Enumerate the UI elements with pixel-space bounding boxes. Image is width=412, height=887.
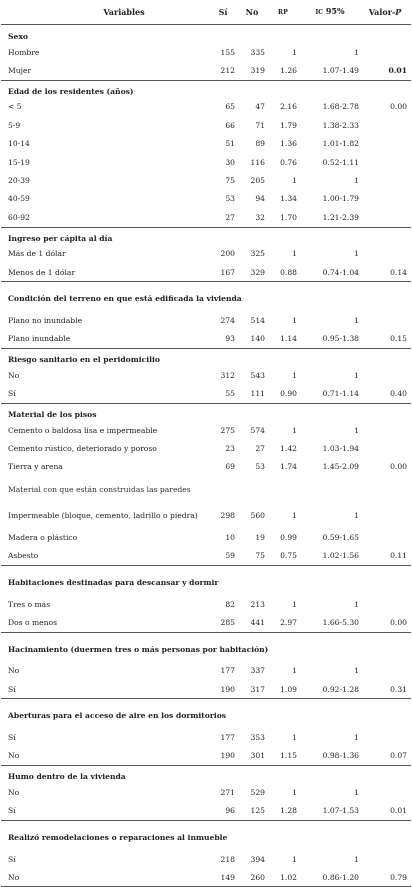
cell-ic: 0.86-1.20 (322, 872, 359, 882)
table-row (1, 43, 411, 61)
cell-si: 59 (225, 551, 235, 561)
cell-si: 30 (225, 157, 235, 167)
header-rp: RP (277, 8, 289, 16)
cell-rp: 1 (292, 176, 297, 186)
row-label: 10-14 (8, 139, 30, 149)
cell-no: 301 (250, 751, 265, 761)
cell-si: 167 (220, 267, 235, 277)
row-label: Sí (8, 684, 16, 694)
section-title: Hacinamiento (duermen tres o más personas por habitación) (8, 644, 269, 654)
row-label: Plano no inundable (8, 315, 83, 325)
table-body (1, 25, 411, 887)
cell-si: 190 (220, 684, 235, 694)
cell-si: 275 (220, 425, 235, 435)
cell-si: 23 (225, 443, 235, 453)
cell-si: 10 (225, 532, 235, 542)
table-row (1, 263, 411, 281)
row-label: Menos de 1 dólar (8, 267, 76, 277)
table-row (1, 330, 411, 348)
cell-no: 335 (250, 47, 265, 57)
table-row (1, 528, 411, 546)
table-row (1, 662, 411, 680)
section-header (1, 281, 411, 311)
table-row (1, 595, 411, 613)
cell-no: 560 (250, 510, 265, 520)
row-label: 15-19 (8, 157, 30, 167)
table-row (1, 245, 411, 263)
cell-ic: 1.45-2.09 (322, 462, 359, 472)
cell-ic: 1 (354, 176, 359, 186)
section-header (1, 632, 411, 662)
row-label: Plano inundable (8, 334, 71, 344)
table-row (1, 502, 411, 528)
cell-si: 149 (220, 872, 235, 882)
cell-ic: 1.03-1.94 (322, 443, 359, 453)
row-label: Mujer (8, 66, 32, 76)
cell-no: 27 (255, 443, 265, 453)
cell-no: 529 (250, 787, 265, 797)
table-row (1, 153, 411, 171)
section-header (1, 25, 411, 43)
cell-rp: 1.09 (280, 684, 297, 694)
cell-si: 75 (225, 176, 235, 186)
cell-no: 47 (255, 102, 265, 112)
cell-no: 514 (250, 315, 265, 325)
cell-rp: 1.14 (280, 334, 297, 344)
section-header (1, 765, 411, 783)
cell-ic: 0.71-1.14 (322, 389, 359, 399)
table-row (1, 171, 411, 189)
row-label: Sí (8, 389, 16, 399)
cell-no: 574 (250, 425, 265, 435)
cell-ic: 1 (354, 47, 359, 57)
section-header (1, 80, 411, 98)
cell-ic: 1.01-1.82 (322, 139, 359, 149)
cell-rp: 1 (292, 249, 297, 259)
row-label: Madera o plástico (8, 532, 78, 542)
section-title: Habitaciones destinadas para descansar y dormir (8, 577, 219, 587)
cell-si: 66 (225, 120, 235, 130)
table-row (1, 680, 411, 698)
header-variables: Variables (103, 6, 145, 17)
row-label: Impermeable (bloque, cemento, ladrillo o piedra) (8, 510, 198, 520)
row-label: < 5 (8, 102, 22, 112)
cell-pvalue: 0.40 (390, 389, 407, 399)
cell-rp: 1.74 (280, 462, 297, 472)
section-title: Ingreso per cápita al día (8, 233, 113, 243)
cell-si: 51 (225, 139, 235, 149)
cell-rp: 1.42 (280, 443, 297, 453)
cell-ic: 1.02-1.56 (322, 551, 359, 561)
cell-pvalue: 0.01 (388, 66, 407, 76)
section-title: Realizó remodelaciones o reparaciones al inmueble (8, 832, 228, 842)
cell-no: 32 (255, 212, 265, 222)
row-label: Cemento o baldosa lisa e impermeable (8, 425, 158, 435)
cell-si: 190 (220, 751, 235, 761)
cell-ic: 1.21-2.39 (322, 212, 359, 222)
cell-rp: 1 (292, 47, 297, 57)
cell-pvalue: 0.00 (390, 617, 407, 627)
cell-si: 177 (220, 666, 235, 676)
cell-no: 75 (255, 551, 265, 561)
table-row (1, 783, 411, 801)
header-ic-prefix: IC (315, 9, 324, 16)
section-header (1, 227, 411, 245)
cell-rp: 1 (292, 370, 297, 380)
table-row (1, 98, 411, 116)
cell-si: 155 (220, 47, 235, 57)
section-title: Sexo (8, 31, 28, 41)
section-header (1, 348, 411, 366)
row-label: Más de 1 dólar (8, 249, 66, 259)
data-table (1, 0, 411, 887)
cell-rp: 1.34 (280, 194, 297, 204)
cell-ic: 1 (354, 510, 359, 520)
cell-no: 94 (255, 194, 265, 204)
cell-pvalue: 0.01 (390, 806, 407, 816)
row-label: Sí (8, 806, 16, 816)
cell-rp: 2.16 (280, 102, 297, 112)
cell-ic: 0.74-1.04 (322, 267, 359, 277)
header-no: No (245, 6, 259, 17)
cell-no: 260 (250, 872, 265, 882)
cell-si: 298 (220, 510, 235, 520)
cell-ic: 0.95-1.38 (322, 334, 359, 344)
cell-ic: 1 (354, 787, 359, 797)
section-title: Humo dentro de la vivienda (8, 772, 126, 782)
cell-rp: 1 (292, 854, 297, 864)
cell-rp: 0.90 (280, 389, 297, 399)
header-pvalue (361, 8, 411, 17)
cell-pvalue: 0.11 (390, 551, 407, 561)
section-title: Condición del terreno en que está edificada la vivienda (8, 294, 242, 304)
section-header (1, 403, 411, 421)
row-label: No (8, 666, 20, 676)
cell-rp: 1 (292, 787, 297, 797)
cell-ic: 1 (354, 425, 359, 435)
cell-ic: 1.38-2.33 (322, 120, 359, 130)
cell-ic: 1.68-2.78 (322, 102, 359, 112)
cell-pvalue: 0.07 (390, 751, 407, 761)
cell-ic: 0.59-1.65 (322, 532, 359, 542)
cell-no: 325 (250, 249, 265, 259)
row-label: 40-59 (8, 194, 30, 204)
row-label: 20-39 (8, 176, 30, 186)
cell-no: 140 (250, 334, 265, 344)
cell-no: 319 (250, 66, 265, 76)
cell-ic: 1 (354, 854, 359, 864)
cell-rp: 1.26 (280, 66, 297, 76)
cell-si: 200 (220, 249, 235, 259)
cell-ic: 1.66-5.30 (322, 617, 359, 627)
row-label: Sí (8, 854, 16, 864)
cell-rp: 0.76 (280, 157, 297, 167)
cell-rp: 0.99 (280, 532, 297, 542)
cell-no: 213 (250, 599, 265, 609)
row-label: Dos o menos (8, 617, 58, 627)
cell-no: 125 (250, 806, 265, 816)
cell-si: 82 (225, 599, 235, 609)
section-header (1, 820, 411, 850)
cell-pvalue: 0.00 (390, 462, 407, 472)
section-title: Aberturas para el acceso de aire en los dormitorios (8, 711, 227, 721)
cell-si: 96 (225, 806, 235, 816)
cell-ic: 0.98-1.36 (322, 751, 359, 761)
header-p-italic: P (395, 6, 402, 17)
row-label: No (8, 370, 20, 380)
cell-si: 55 (225, 389, 235, 399)
cell-si: 312 (220, 370, 235, 380)
row-label: No (8, 787, 20, 797)
cell-rp: 1.28 (280, 806, 297, 816)
cell-no: 329 (250, 267, 265, 277)
section-header (1, 698, 411, 728)
cell-ic: 1 (354, 666, 359, 676)
cell-ic: 1.00-1.79 (322, 194, 359, 204)
cell-si: 69 (225, 462, 235, 472)
cell-ic: 1 (354, 733, 359, 743)
row-label: Tierra y arena (8, 462, 63, 472)
table-row (1, 116, 411, 134)
section-title: Material de los pisos (8, 409, 97, 419)
cell-si: 93 (225, 334, 235, 344)
section-title: Edad de los residentes (años) (8, 86, 134, 96)
table-row (1, 421, 411, 439)
table-row (1, 458, 411, 476)
cell-rp: 1 (292, 666, 297, 676)
cell-pvalue: 0.31 (390, 684, 407, 694)
cell-ic: 1.07-1.49 (322, 66, 359, 76)
cell-rp: 1 (292, 599, 297, 609)
cell-si: 53 (225, 194, 235, 204)
row-label: No (8, 872, 20, 882)
table-row (1, 802, 411, 820)
cell-si: 27 (225, 212, 235, 222)
row-label: 5-9 (8, 120, 21, 130)
table-row (1, 728, 411, 746)
cell-no: 543 (250, 370, 265, 380)
subheader-row (1, 476, 411, 502)
cell-no: 205 (250, 176, 265, 186)
cell-no: 111 (250, 389, 265, 399)
cell-ic: 1 (354, 599, 359, 609)
cell-rp: 1.02 (280, 872, 297, 882)
table-row (1, 546, 411, 564)
cell-ic: 0.52-1.11 (322, 157, 359, 167)
cell-rp: 1.36 (280, 139, 297, 149)
cell-rp: 1 (292, 733, 297, 743)
row-label: Hombre (8, 47, 40, 57)
row-label: No (8, 751, 20, 761)
cell-ic: 1 (354, 370, 359, 380)
table-row (1, 747, 411, 765)
table-row (1, 311, 411, 329)
cell-si: 285 (220, 617, 235, 627)
table-row (1, 208, 411, 226)
cell-no: 53 (255, 462, 265, 472)
table-header (1, 0, 411, 25)
cell-no: 89 (255, 139, 265, 149)
cell-rp: 1.70 (280, 212, 297, 222)
cell-pvalue: 0.00 (390, 102, 407, 112)
cell-rp: 2.97 (280, 617, 297, 627)
cell-rp: 0.75 (280, 551, 297, 561)
table-row (1, 190, 411, 208)
cell-no: 116 (250, 157, 265, 167)
cell-si: 177 (220, 733, 235, 743)
row-label: Material con que están construidas las paredes (8, 484, 191, 494)
table-row (1, 384, 411, 402)
cell-rp: 1 (292, 510, 297, 520)
cell-rp: 1 (292, 315, 297, 325)
table-row (1, 868, 411, 886)
header-p-prefix: Valor- (368, 6, 396, 17)
cell-no: 19 (255, 532, 265, 542)
cell-ic: 0.92-1.28 (322, 684, 359, 694)
row-label: Tres o más (8, 599, 51, 609)
table-row (1, 613, 411, 631)
cell-si: 65 (225, 102, 235, 112)
cell-rp: 1.79 (280, 120, 297, 130)
table-row (1, 366, 411, 384)
row-label: Cemento rústico, deteriorado y poroso (8, 443, 157, 453)
cell-no: 394 (250, 854, 265, 864)
table-row (1, 850, 411, 868)
cell-no: 317 (250, 684, 265, 694)
cell-ic: 1 (354, 249, 359, 259)
cell-rp: 0.88 (280, 267, 297, 277)
table-row (1, 61, 411, 79)
cell-no: 353 (250, 733, 265, 743)
row-label: 60-92 (8, 212, 30, 222)
section-header (1, 565, 411, 595)
cell-pvalue: 0.15 (390, 334, 407, 344)
table-row (1, 439, 411, 457)
header-ic (299, 7, 361, 17)
cell-rp: 1.15 (280, 751, 297, 761)
cell-ic: 1 (354, 315, 359, 325)
cell-si: 212 (220, 66, 235, 76)
cell-ic: 1.07-1.53 (322, 806, 359, 816)
cell-pvalue: 0.79 (390, 872, 407, 882)
cell-pvalue: 0.14 (390, 267, 407, 277)
cell-si: 271 (220, 787, 235, 797)
section-title: Riesgo sanitario en el peridomicilio (8, 355, 160, 365)
row-label: Sí (8, 733, 16, 743)
cell-si: 274 (220, 315, 235, 325)
cell-no: 71 (255, 120, 265, 130)
cell-no: 441 (250, 617, 265, 627)
table-row (1, 135, 411, 153)
header-si: Sí (218, 6, 228, 17)
header-ic-suffix: 95% (325, 6, 345, 16)
cell-si: 218 (220, 854, 235, 864)
row-label: Asbesto (8, 551, 39, 561)
cell-no: 337 (250, 666, 265, 676)
cell-rp: 1 (292, 425, 297, 435)
